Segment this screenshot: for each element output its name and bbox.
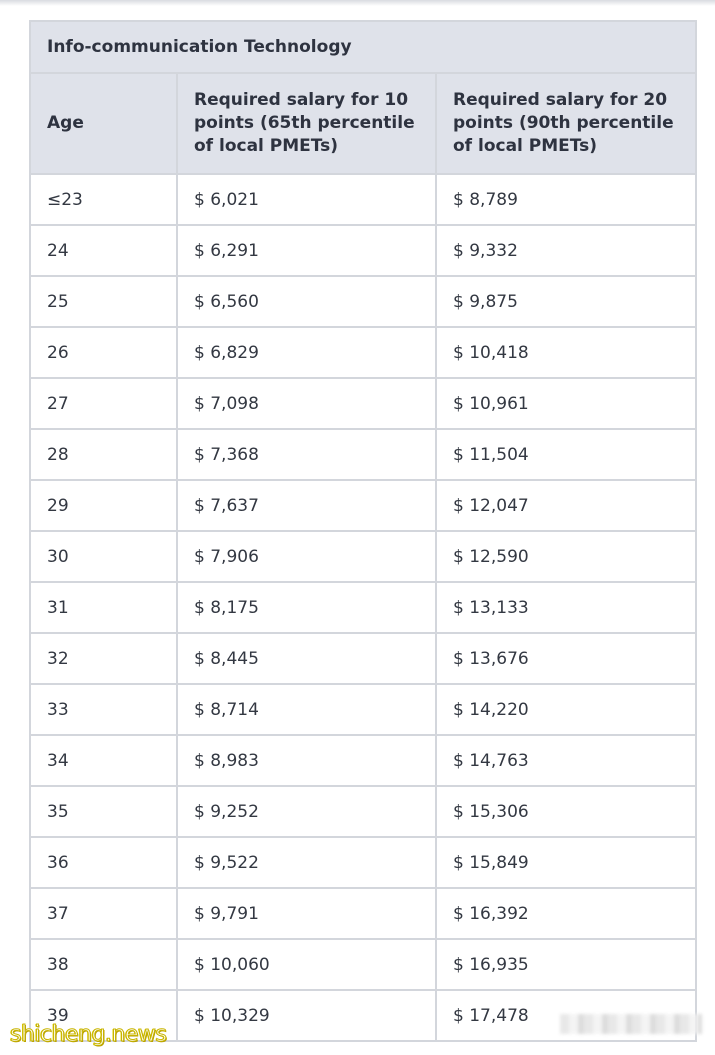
age-cell: 37 [30, 888, 177, 939]
age-cell: 28 [30, 429, 177, 480]
age-cell: 35 [30, 786, 177, 837]
age-cell: 34 [30, 735, 177, 786]
salary-20-points-cell: $ 16,935 [436, 939, 696, 990]
table-row [30, 939, 696, 990]
table-caption-row [30, 21, 696, 73]
salary-10-points-cell: $ 10,329 [177, 990, 436, 1041]
table-row [30, 327, 696, 378]
top-shadow [0, 0, 715, 6]
salary-10-points-cell: $ 8,983 [177, 735, 436, 786]
age-cell: ≤23 [30, 174, 177, 225]
salary-20-points-cell: $ 10,961 [436, 378, 696, 429]
salary-20-points-cell: $ 16,392 [436, 888, 696, 939]
salary-10-points-cell: $ 6,021 [177, 174, 436, 225]
table-body [30, 174, 696, 1041]
table-row [30, 480, 696, 531]
age-cell: 33 [30, 684, 177, 735]
age-cell: 36 [30, 837, 177, 888]
age-cell: 24 [30, 225, 177, 276]
salary-20-points-cell: $ 13,676 [436, 633, 696, 684]
salary-10-points-cell: $ 8,714 [177, 684, 436, 735]
table-row [30, 888, 696, 939]
age-cell: 29 [30, 480, 177, 531]
salary-10-points-cell: $ 9,522 [177, 837, 436, 888]
salary-20-points-cell: $ 17,478 [436, 990, 696, 1041]
table-row [30, 684, 696, 735]
table-row [30, 837, 696, 888]
salary-10-points-cell: $ 7,098 [177, 378, 436, 429]
age-cell: 26 [30, 327, 177, 378]
column-header-salary-20-points: Required salary for 20 points (90th percentile of local PMETs) [436, 73, 696, 174]
salary-20-points-cell: $ 15,849 [436, 837, 696, 888]
salary-10-points-cell: $ 6,560 [177, 276, 436, 327]
table-row [30, 531, 696, 582]
salary-20-points-cell: $ 10,418 [436, 327, 696, 378]
age-cell: 31 [30, 582, 177, 633]
table-row [30, 429, 696, 480]
age-cell: 30 [30, 531, 177, 582]
salary-10-points-cell: $ 10,060 [177, 939, 436, 990]
table-row [30, 378, 696, 429]
column-header-salary-10-points: Required salary for 10 points (65th percentile of local PMETs) [177, 73, 436, 174]
salary-10-points-cell: $ 8,445 [177, 633, 436, 684]
salary-10-points-cell: $ 7,637 [177, 480, 436, 531]
watermark-logo: shicheng.news [10, 1022, 167, 1047]
age-cell: 32 [30, 633, 177, 684]
salary-20-points-cell: $ 9,332 [436, 225, 696, 276]
salary-20-points-cell: $ 13,133 [436, 582, 696, 633]
column-header-age: Age [30, 73, 177, 174]
salary-20-points-cell: $ 9,875 [436, 276, 696, 327]
salary-20-points-cell: $ 14,763 [436, 735, 696, 786]
salary-20-points-cell: $ 12,047 [436, 480, 696, 531]
table-row [30, 276, 696, 327]
salary-20-points-cell: $ 11,504 [436, 429, 696, 480]
table-row [30, 735, 696, 786]
salary-10-points-cell: $ 9,791 [177, 888, 436, 939]
age-cell: 25 [30, 276, 177, 327]
salary-10-points-cell: $ 8,175 [177, 582, 436, 633]
age-cell: 39 [30, 990, 177, 1041]
salary-table [29, 20, 697, 1042]
table-row [30, 786, 696, 837]
salary-20-points-cell: $ 14,220 [436, 684, 696, 735]
age-cell: 27 [30, 378, 177, 429]
salary-10-points-cell: $ 9,252 [177, 786, 436, 837]
salary-10-points-cell: $ 7,368 [177, 429, 436, 480]
table-caption: Info-communication Technology [30, 21, 696, 73]
table-row [30, 633, 696, 684]
table-row [30, 582, 696, 633]
table-header-row [30, 73, 696, 174]
salary-10-points-cell: $ 6,829 [177, 327, 436, 378]
salary-10-points-cell: $ 6,291 [177, 225, 436, 276]
table-row [30, 225, 696, 276]
table-row [30, 174, 696, 225]
salary-20-points-cell: $ 8,789 [436, 174, 696, 225]
salary-20-points-cell: $ 15,306 [436, 786, 696, 837]
blurred-watermark [560, 1014, 702, 1034]
salary-20-points-cell: $ 12,590 [436, 531, 696, 582]
salary-10-points-cell: $ 7,906 [177, 531, 436, 582]
age-cell: 38 [30, 939, 177, 990]
